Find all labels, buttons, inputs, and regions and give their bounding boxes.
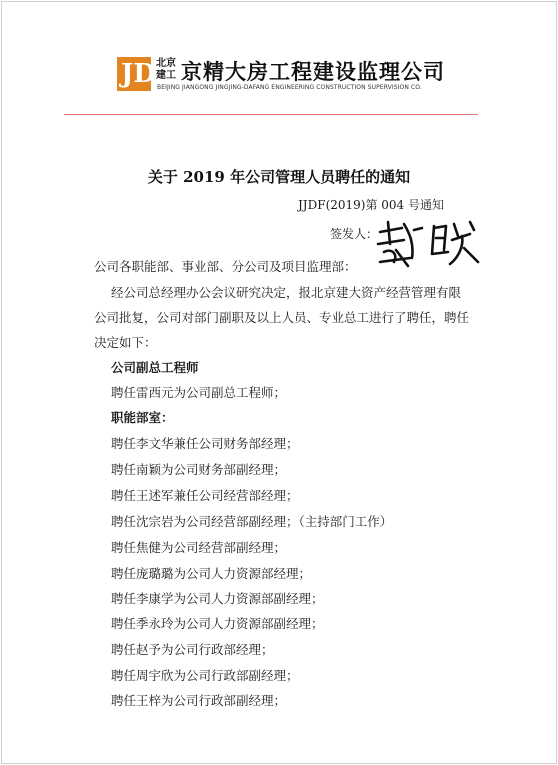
document-number: JJDF(2019)第 004 号通知 xyxy=(298,198,445,212)
appointment-item: 聘任王述军兼任公司经营部经理； xyxy=(111,488,299,503)
section-heading-departments: 职能部室： xyxy=(111,410,174,425)
logo-small-line2: 建工 xyxy=(156,70,176,81)
document-title: 关于 2019 年公司管理人员聘任的通知 xyxy=(147,168,411,186)
appointment-item: 聘任李文华兼任公司财务部经理； xyxy=(111,436,299,451)
logo-small-line1: 北京 xyxy=(156,58,176,69)
appointment-item: 聘任周宇欣为公司行政部副经理； xyxy=(111,668,299,683)
appointment-item: 聘任南颖为公司财务部副经理； xyxy=(111,462,287,477)
intro-line-1: 经公司总经理办公会议研究决定，报北京建大资产经营管理有限 xyxy=(111,285,462,300)
intro-line-2: 公司批复，公司对部门副职及以上人员、专业总工进行了聘任，聘任 xyxy=(94,310,470,325)
appointment-item: 聘任雷西元为公司副总工程师； xyxy=(111,385,287,400)
appointment-item: 聘任赵予为公司行政部经理； xyxy=(111,642,274,657)
logo-small-text xyxy=(156,58,176,82)
appointment-item: 聘任焦健为公司经营部副经理； xyxy=(111,540,287,555)
intro-line-3: 决定如下： xyxy=(94,335,157,350)
appointment-item: 聘任季永玲为公司人力资源部副经理； xyxy=(111,616,324,631)
company-name: 京精大房工程建设监理公司 xyxy=(181,60,445,84)
logo-mark: JD xyxy=(121,59,156,89)
section-heading-vice-chief-engineer: 公司副总工程师 xyxy=(111,360,199,375)
company-logo xyxy=(117,57,156,91)
appointment-item: 聘任沈宗岩为公司经营部副经理；（主持部门工作） xyxy=(111,514,393,529)
handwritten-signature xyxy=(374,214,484,270)
signer-label: 签发人： xyxy=(330,227,379,241)
appointment-item: 聘任李康学为公司人力资源部副经理； xyxy=(111,591,324,606)
header-rule xyxy=(64,114,478,115)
salutation: 公司各职能部、事业部、分公司及项目监理部： xyxy=(94,259,357,274)
appointment-item: 聘任王梓为公司行政部副经理； xyxy=(111,693,287,708)
company-name-en: BEIJING JIANGONG JINGJING-DAFANG ENGINEERING CONSTRUCTION SUPERVISION CO. xyxy=(157,84,422,91)
appointment-item: 聘任庞璐璐为公司人力资源部经理； xyxy=(111,566,312,581)
